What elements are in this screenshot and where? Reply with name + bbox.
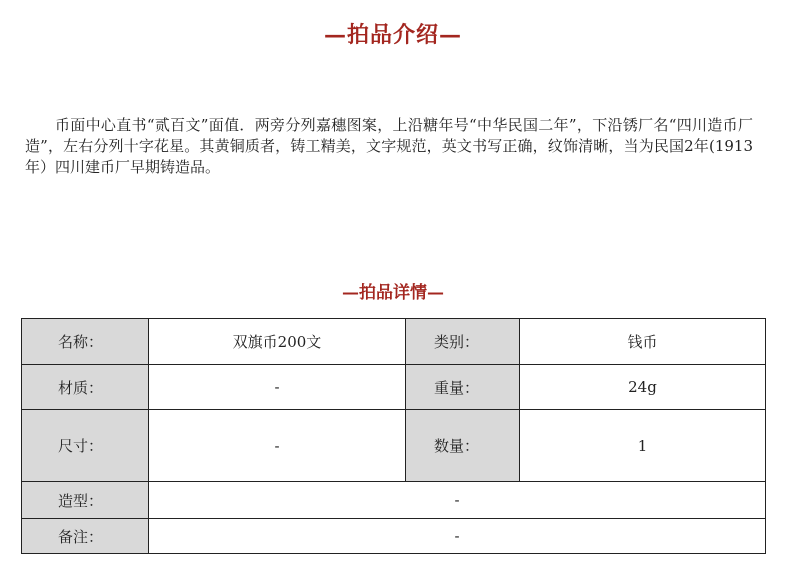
- shape-label: 造型：: [22, 482, 149, 519]
- quantity-value: 1: [520, 410, 766, 482]
- details-title: —拍品详情—: [342, 283, 444, 303]
- name-label: 名称：: [22, 319, 149, 365]
- intro-title: —拍品介绍—: [323, 22, 462, 48]
- material-label: 材质：: [22, 365, 149, 410]
- table-row: [22, 482, 766, 519]
- table-row: [22, 410, 766, 482]
- table-row: [22, 319, 766, 365]
- weight-value: 24g: [520, 365, 766, 410]
- lot-details-table: [21, 318, 766, 554]
- weight-label: 重量：: [406, 365, 520, 410]
- table-row: [22, 519, 766, 554]
- name-value: 双旗币200文: [149, 319, 406, 365]
- lot-description: 币面中心直书“贰百文”面值．两旁分列嘉穗图案，上沿糖年号“中华民国二年”，下沿锈厂名“四川造币厂造”，左右分列十字花星。其黄铜质者，铸工精美，文字规范，英文书写正确，纹饰清晰，当为民国2年(1913年）四川建币厂早期铸造品。: [25, 116, 753, 176]
- category-value: 钱币: [520, 319, 766, 365]
- remarks-value: -: [149, 519, 766, 554]
- quantity-label: 数量：: [406, 410, 520, 482]
- material-value: -: [149, 365, 406, 410]
- shape-value: -: [149, 482, 766, 519]
- table-row: [22, 365, 766, 410]
- size-value: -: [149, 410, 406, 482]
- size-label: 尺寸：: [22, 410, 149, 482]
- category-label: 类别：: [406, 319, 520, 365]
- remarks-label: 备注：: [22, 519, 149, 554]
